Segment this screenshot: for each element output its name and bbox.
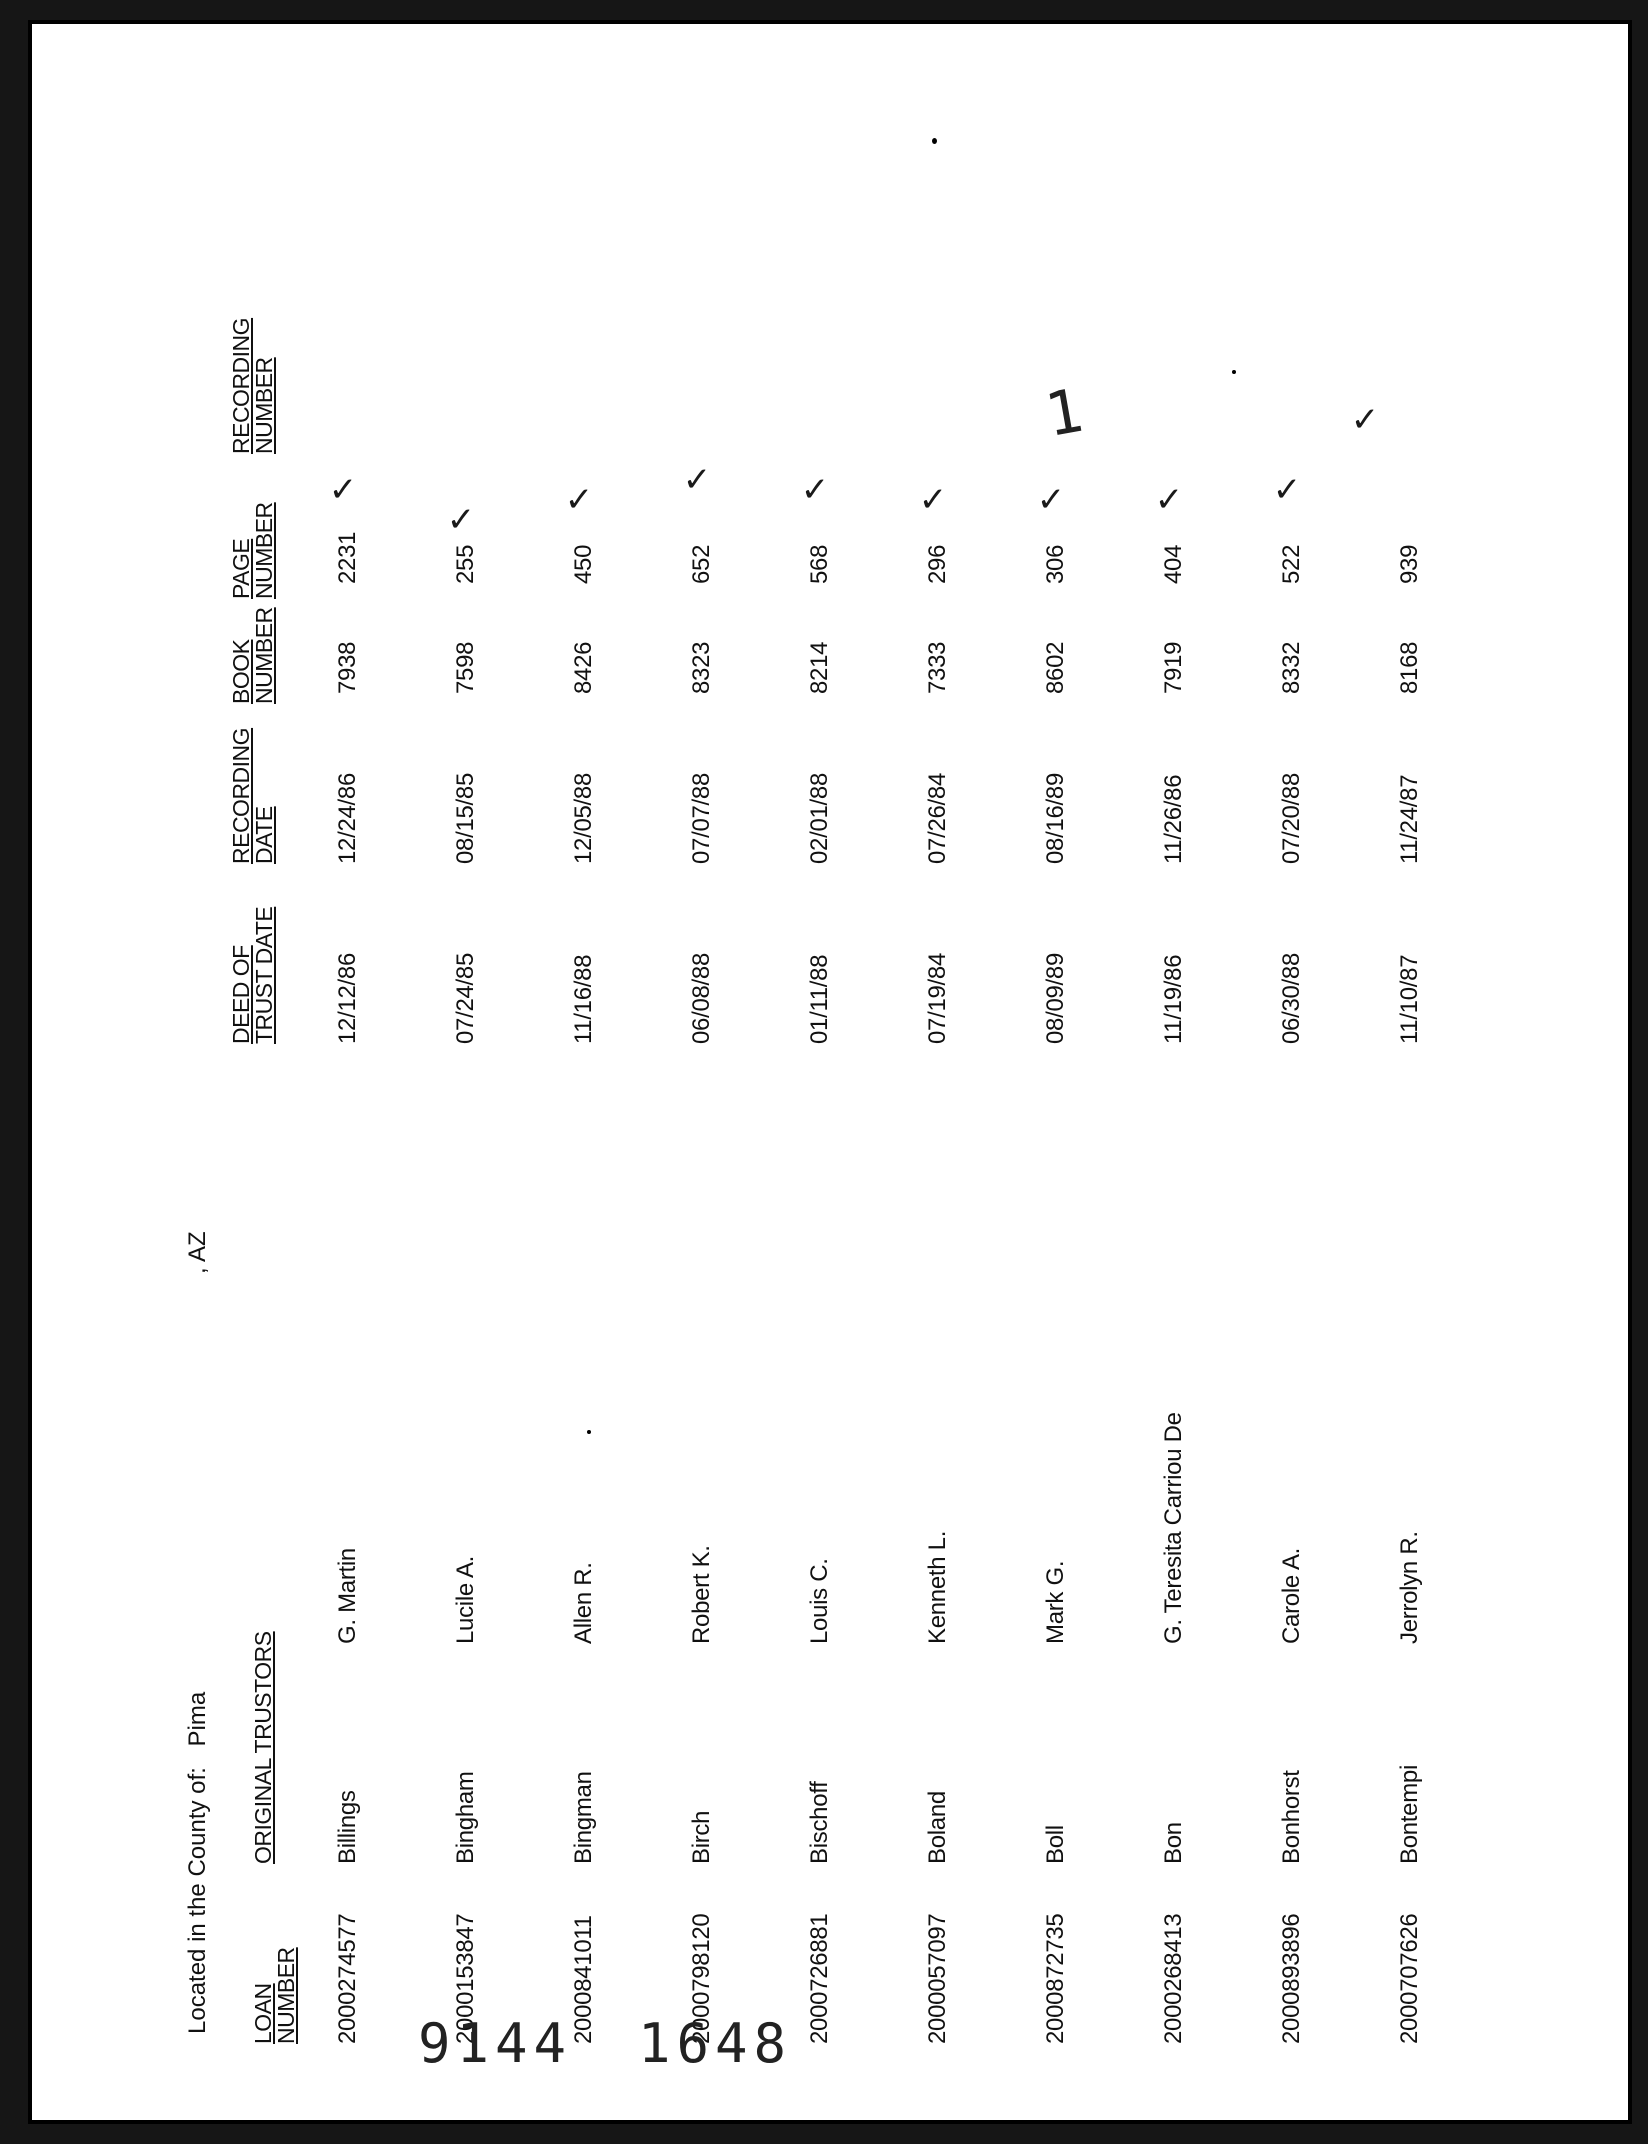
book-number-cell: 7598 — [452, 641, 479, 694]
book-number-cell: 8332 — [1278, 641, 1305, 694]
checkmark-icon: ✓ — [1350, 399, 1380, 440]
footer-number-2: 1648 — [638, 2012, 793, 2075]
location-label: Located in the County of: — [184, 1767, 211, 2034]
page-number-cell: 450 — [570, 544, 597, 584]
checkmark-icon: ✓ — [564, 479, 594, 520]
checkmark-icon: ✓ — [800, 469, 830, 510]
trustor-first-name-cell: Jerrolyn R. — [1396, 1531, 1423, 1644]
trustor-first-name-cell: Louis C. — [806, 1558, 833, 1644]
book-number-cell: 8323 — [688, 641, 715, 694]
recording-date-cell: 11/24/87 — [1396, 774, 1423, 864]
deed-date-cell: 11/16/88 — [570, 954, 597, 1044]
trustor-last-name-cell: Bingham — [452, 1771, 479, 1864]
trustor-first-name-cell: G. Teresita Carriou De — [1160, 1412, 1187, 1644]
rotated-table-frame — [162, 134, 1582, 2074]
trustor-first-name-cell: Kenneth L. — [924, 1530, 951, 1644]
loan-number-cell: 2000707626 — [1396, 1913, 1423, 2044]
trustor-first-name-cell: Mark G. — [1042, 1560, 1069, 1644]
deed-date-cell: 08/09/89 — [1042, 952, 1069, 1044]
county-line — [184, 1692, 212, 2034]
trustor-last-name-cell: Bontempi — [1396, 1765, 1423, 1864]
state-label: , AZ — [184, 1231, 211, 1274]
recording-date-cell: 07/26/84 — [924, 772, 951, 864]
deed-date-cell: 07/24/85 — [452, 952, 479, 1044]
trustor-last-name-cell: Billings — [334, 1790, 361, 1864]
page-number-cell: 306 — [1042, 544, 1069, 584]
trustor-first-name-cell: Allen R. — [570, 1562, 597, 1644]
trustor-last-name-cell: Bon — [1160, 1822, 1187, 1864]
trustor-first-name-cell: Lucile A. — [452, 1555, 479, 1644]
header-recording-number: RECORDING NUMBER — [228, 317, 277, 454]
trustor-last-name-cell: Bingman — [570, 1771, 597, 1864]
page-number-cell: 939 — [1396, 544, 1423, 584]
checkmark-icon: ✓ — [1272, 469, 1302, 510]
page-number-cell: 652 — [688, 544, 715, 584]
trustor-last-name-cell: Bonhorst — [1278, 1770, 1305, 1864]
page-number-cell: 404 — [1160, 544, 1187, 584]
loan-number-cell: 2000841011 — [570, 1915, 597, 2044]
loan-number-cell: 2000274577 — [334, 1913, 361, 2044]
recording-date-cell: 07/07/88 — [688, 772, 715, 864]
deed-date-cell: 06/08/88 — [688, 952, 715, 1044]
book-number-cell: 8602 — [1042, 641, 1069, 694]
loan-number-cell: 2000057097 — [924, 1913, 951, 2044]
page-number-cell: 568 — [806, 544, 833, 584]
county-name: Pima — [184, 1691, 211, 1747]
recording-date-cell: 12/24/86 — [334, 772, 361, 864]
trustor-last-name-cell: Boland — [924, 1791, 951, 1864]
handwritten-annotation: 1 — [1040, 374, 1094, 452]
document-page — [28, 20, 1632, 2124]
ink-speck — [587, 1430, 591, 1434]
loan-number-cell: 2000893896 — [1278, 1913, 1305, 2044]
deed-date-cell: 06/30/88 — [1278, 952, 1305, 1044]
checkmark-icon: ✓ — [918, 479, 948, 520]
deed-date-cell: 07/19/84 — [924, 952, 951, 1044]
loan-number-cell: 2000798120 — [688, 1913, 715, 2044]
page-number-cell: 2231 — [334, 531, 361, 584]
footer-number-1: 9144 — [418, 2012, 573, 2075]
book-number-cell: 8214 — [806, 641, 833, 694]
page-number-cell: 255 — [452, 544, 479, 584]
loan-number-cell: 2000872735 — [1042, 1913, 1069, 2044]
ink-speck — [932, 138, 937, 144]
header-recording-date: RECORDING DATE — [228, 727, 277, 864]
recording-date-cell: 12/05/88 — [570, 772, 597, 864]
header-original-trustors: ORIGINAL TRUSTORS — [250, 1631, 276, 1864]
book-number-cell: 8426 — [570, 641, 597, 694]
loan-number-cell: 2000268413 — [1160, 1913, 1187, 2044]
checkmark-icon: ✓ — [682, 459, 712, 500]
trustor-first-name-cell: G. Martin — [334, 1548, 361, 1644]
recording-date-cell: 11/26/86 — [1160, 774, 1187, 864]
trustor-first-name-cell: Carole A. — [1278, 1547, 1305, 1644]
trustor-last-name-cell: Boll — [1042, 1825, 1069, 1864]
loan-number-cell: 2000153847 — [452, 1913, 479, 2044]
page-number-cell: 522 — [1278, 544, 1305, 584]
checkmark-icon: ✓ — [446, 499, 476, 540]
page-number-cell: 296 — [924, 544, 951, 584]
deed-date-cell: 11/10/87 — [1396, 954, 1423, 1044]
loan-number-cell: 2000726881 — [806, 1913, 833, 2044]
checkmark-icon: ✓ — [1154, 479, 1184, 520]
trustor-last-name-cell: Birch — [688, 1810, 715, 1864]
ink-speck — [1232, 370, 1236, 374]
book-number-cell: 8168 — [1396, 641, 1423, 694]
header-book-number: BOOK NUMBER — [228, 607, 277, 704]
deed-date-cell: 11/19/86 — [1160, 954, 1187, 1044]
book-number-cell: 7333 — [924, 641, 951, 694]
book-number-cell: 7919 — [1160, 641, 1187, 694]
trustor-last-name-cell: Bischoff — [806, 1781, 833, 1864]
checkmark-icon: ✓ — [328, 469, 358, 510]
header-page-number: PAGE NUMBER — [228, 502, 277, 599]
recording-date-cell: 02/01/88 — [806, 772, 833, 864]
recording-date-cell: 08/16/89 — [1042, 772, 1069, 864]
recording-date-cell: 07/20/88 — [1278, 772, 1305, 864]
trustor-first-name-cell: Robert K. — [688, 1545, 715, 1644]
recording-date-cell: 08/15/85 — [452, 772, 479, 864]
deed-date-cell: 01/11/88 — [806, 954, 833, 1044]
deed-date-cell: 12/12/86 — [334, 952, 361, 1044]
checkmark-icon: ✓ — [1036, 479, 1066, 520]
header-deed-of-trust-date: DEED OF TRUST DATE — [228, 906, 277, 1044]
header-loan-number: LOAN NUMBER — [250, 1947, 299, 2044]
book-number-cell: 7938 — [334, 641, 361, 694]
